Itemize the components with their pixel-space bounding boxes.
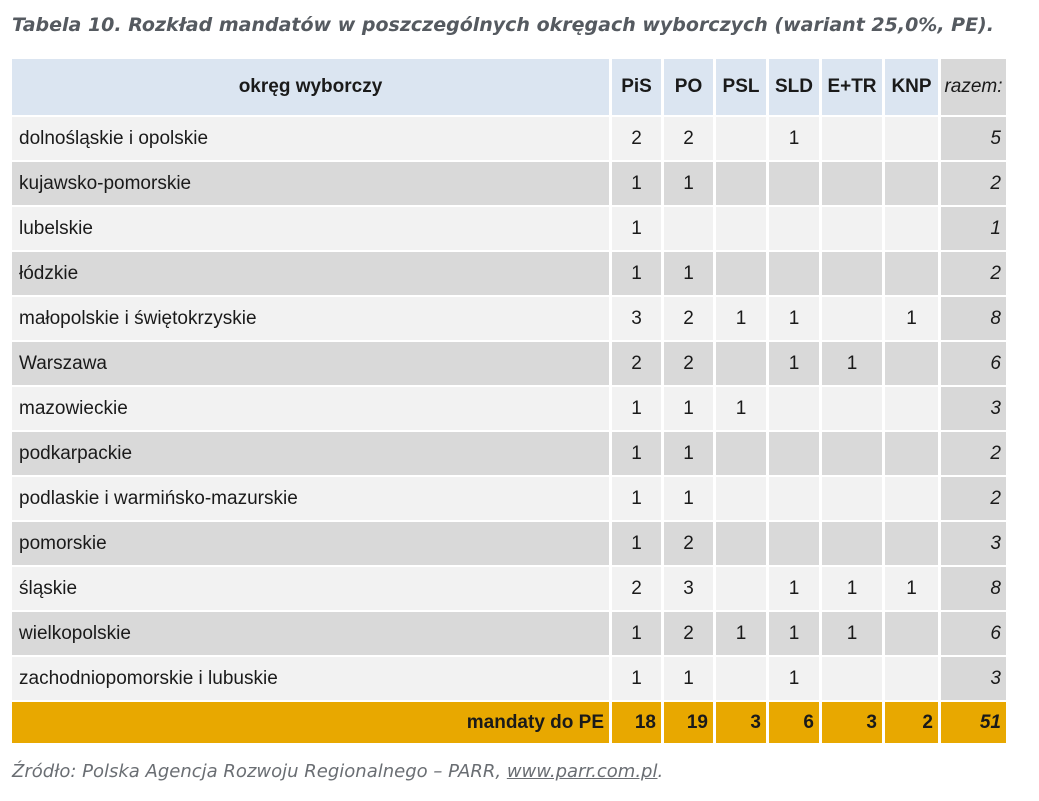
- seat-cell: [885, 117, 938, 160]
- seat-cell: [822, 387, 882, 430]
- seat-cell: 1: [612, 522, 661, 565]
- seat-cell: 1: [664, 162, 713, 205]
- district-name: lubelskie: [12, 207, 609, 250]
- seat-cell: [822, 432, 882, 475]
- summary-label: mandaty do PE: [12, 702, 609, 743]
- seat-cell: 2: [612, 342, 661, 385]
- seat-cell: 1: [612, 477, 661, 520]
- header-party-sld: SLD: [769, 59, 819, 115]
- source-prefix: Źródło: Polska Agencja Rozwoju Regionalnego – PARR,: [12, 761, 507, 782]
- table-row: [12, 522, 1006, 565]
- seat-cell: 1: [769, 657, 819, 700]
- summary-cell: 19: [664, 702, 713, 743]
- district-name: mazowieckie: [12, 387, 609, 430]
- seat-cell: [885, 522, 938, 565]
- seat-cell: [716, 432, 766, 475]
- seat-cell: 2: [664, 117, 713, 160]
- district-name: małopolskie i świętokrzyskie: [12, 297, 609, 340]
- seat-cell: [885, 657, 938, 700]
- seat-cell: [822, 117, 882, 160]
- row-total: 8: [941, 567, 1006, 610]
- seat-cell: 1: [716, 297, 766, 340]
- seat-cell: [885, 252, 938, 295]
- table-row: [12, 207, 1006, 250]
- row-total: 2: [941, 477, 1006, 520]
- seat-cell: 1: [612, 612, 661, 655]
- table-row: [12, 432, 1006, 475]
- row-total: 3: [941, 657, 1006, 700]
- seat-cell: [885, 162, 938, 205]
- seat-cell: [769, 522, 819, 565]
- district-name: dolnośląskie i opolskie: [12, 117, 609, 160]
- seat-cell: 1: [612, 207, 661, 250]
- row-total: 8: [941, 297, 1006, 340]
- seat-cell: 3: [612, 297, 661, 340]
- table-row: [12, 342, 1006, 385]
- row-total: 1: [941, 207, 1006, 250]
- seat-cell: [664, 207, 713, 250]
- summary-cell: 3: [822, 702, 882, 743]
- district-name: pomorskie: [12, 522, 609, 565]
- seat-cell: 1: [822, 342, 882, 385]
- seat-cell: 1: [822, 567, 882, 610]
- district-name: Warszawa: [12, 342, 609, 385]
- seat-cell: 2: [664, 522, 713, 565]
- source-note: [12, 761, 663, 782]
- seat-cell: [822, 207, 882, 250]
- row-total: 6: [941, 342, 1006, 385]
- district-name: łódzkie: [12, 252, 609, 295]
- seat-cell: [822, 657, 882, 700]
- seat-cell: 3: [664, 567, 713, 610]
- seat-cell: 1: [716, 612, 766, 655]
- source-suffix: .: [657, 761, 664, 782]
- table-caption: Tabela 10. Rozkład mandatów w poszczególnych okręgach wyborczych (wariant 25,0%, PE).: [12, 14, 994, 36]
- seat-cell: [716, 657, 766, 700]
- district-name: zachodniopomorskie i lubuskie: [12, 657, 609, 700]
- seat-cell: 2: [664, 342, 713, 385]
- seat-cell: 2: [664, 612, 713, 655]
- header-party-po: PO: [664, 59, 713, 115]
- seat-cell: [769, 207, 819, 250]
- seat-cell: 1: [664, 387, 713, 430]
- seat-cell: [822, 252, 882, 295]
- seat-cell: 1: [769, 567, 819, 610]
- header-party-etr: E+TR: [822, 59, 882, 115]
- source-link[interactable]: www.parr.com.pl: [506, 761, 658, 782]
- summary-total: 51: [941, 702, 1006, 743]
- district-name: podlaskie i warmińsko-mazurskie: [12, 477, 609, 520]
- district-name: podkarpackie: [12, 432, 609, 475]
- seat-cell: 1: [769, 342, 819, 385]
- table-row: [12, 387, 1006, 430]
- row-total: 3: [941, 522, 1006, 565]
- seat-cell: [769, 252, 819, 295]
- district-name: śląskie: [12, 567, 609, 610]
- seat-cell: 1: [612, 432, 661, 475]
- summary-row: [12, 702, 1006, 743]
- seat-cell: [822, 297, 882, 340]
- seat-cell: [769, 477, 819, 520]
- summary-cell: 2: [885, 702, 938, 743]
- mandates-table: [9, 57, 1009, 745]
- seat-cell: [716, 522, 766, 565]
- seat-cell: [716, 162, 766, 205]
- row-total: 5: [941, 117, 1006, 160]
- seat-cell: [822, 162, 882, 205]
- seat-cell: [716, 117, 766, 160]
- seat-cell: 1: [664, 252, 713, 295]
- seat-cell: 1: [885, 297, 938, 340]
- summary-cell: 18: [612, 702, 661, 743]
- header-district: okręg wyborczy: [12, 59, 609, 115]
- header-party-knp: KNP: [885, 59, 938, 115]
- seat-cell: [885, 477, 938, 520]
- seat-cell: 1: [822, 612, 882, 655]
- table-row: [12, 117, 1006, 160]
- seat-cell: [716, 477, 766, 520]
- seat-cell: [885, 612, 938, 655]
- seat-cell: 1: [885, 567, 938, 610]
- summary-cell: 3: [716, 702, 766, 743]
- seat-cell: 2: [612, 117, 661, 160]
- district-name: wielkopolskie: [12, 612, 609, 655]
- table-row: [12, 162, 1006, 205]
- seat-cell: 1: [612, 387, 661, 430]
- seat-cell: 1: [769, 612, 819, 655]
- seat-cell: [822, 522, 882, 565]
- seat-cell: [769, 387, 819, 430]
- seat-cell: [769, 162, 819, 205]
- seat-cell: [822, 477, 882, 520]
- seat-cell: 1: [769, 297, 819, 340]
- row-total: 6: [941, 612, 1006, 655]
- seat-cell: 1: [612, 252, 661, 295]
- table-row: [12, 612, 1006, 655]
- table-row: [12, 477, 1006, 520]
- summary-cell: 6: [769, 702, 819, 743]
- row-total: 3: [941, 387, 1006, 430]
- table-row: [12, 657, 1006, 700]
- header-party-psl: PSL: [716, 59, 766, 115]
- district-name: kujawsko-pomorskie: [12, 162, 609, 205]
- seat-cell: [885, 432, 938, 475]
- seat-cell: 1: [664, 432, 713, 475]
- header-row: [12, 59, 1006, 115]
- seat-cell: 2: [612, 567, 661, 610]
- header-party-pis: PiS: [612, 59, 661, 115]
- seat-cell: [769, 432, 819, 475]
- row-total: 2: [941, 162, 1006, 205]
- seat-cell: [716, 567, 766, 610]
- table-row: [12, 252, 1006, 295]
- header-total: razem:: [941, 59, 1006, 115]
- seat-cell: 1: [716, 387, 766, 430]
- seat-cell: [716, 207, 766, 250]
- row-total: 2: [941, 432, 1006, 475]
- seat-cell: [716, 342, 766, 385]
- seat-cell: [716, 252, 766, 295]
- seat-cell: 1: [664, 657, 713, 700]
- seat-cell: 1: [612, 162, 661, 205]
- seat-cell: 2: [664, 297, 713, 340]
- seat-cell: 1: [612, 657, 661, 700]
- row-total: 2: [941, 252, 1006, 295]
- seat-cell: [885, 342, 938, 385]
- seat-cell: 1: [769, 117, 819, 160]
- table-row: [12, 297, 1006, 340]
- seat-cell: [885, 207, 938, 250]
- seat-cell: [885, 387, 938, 430]
- table-row: [12, 567, 1006, 610]
- seat-cell: 1: [664, 477, 713, 520]
